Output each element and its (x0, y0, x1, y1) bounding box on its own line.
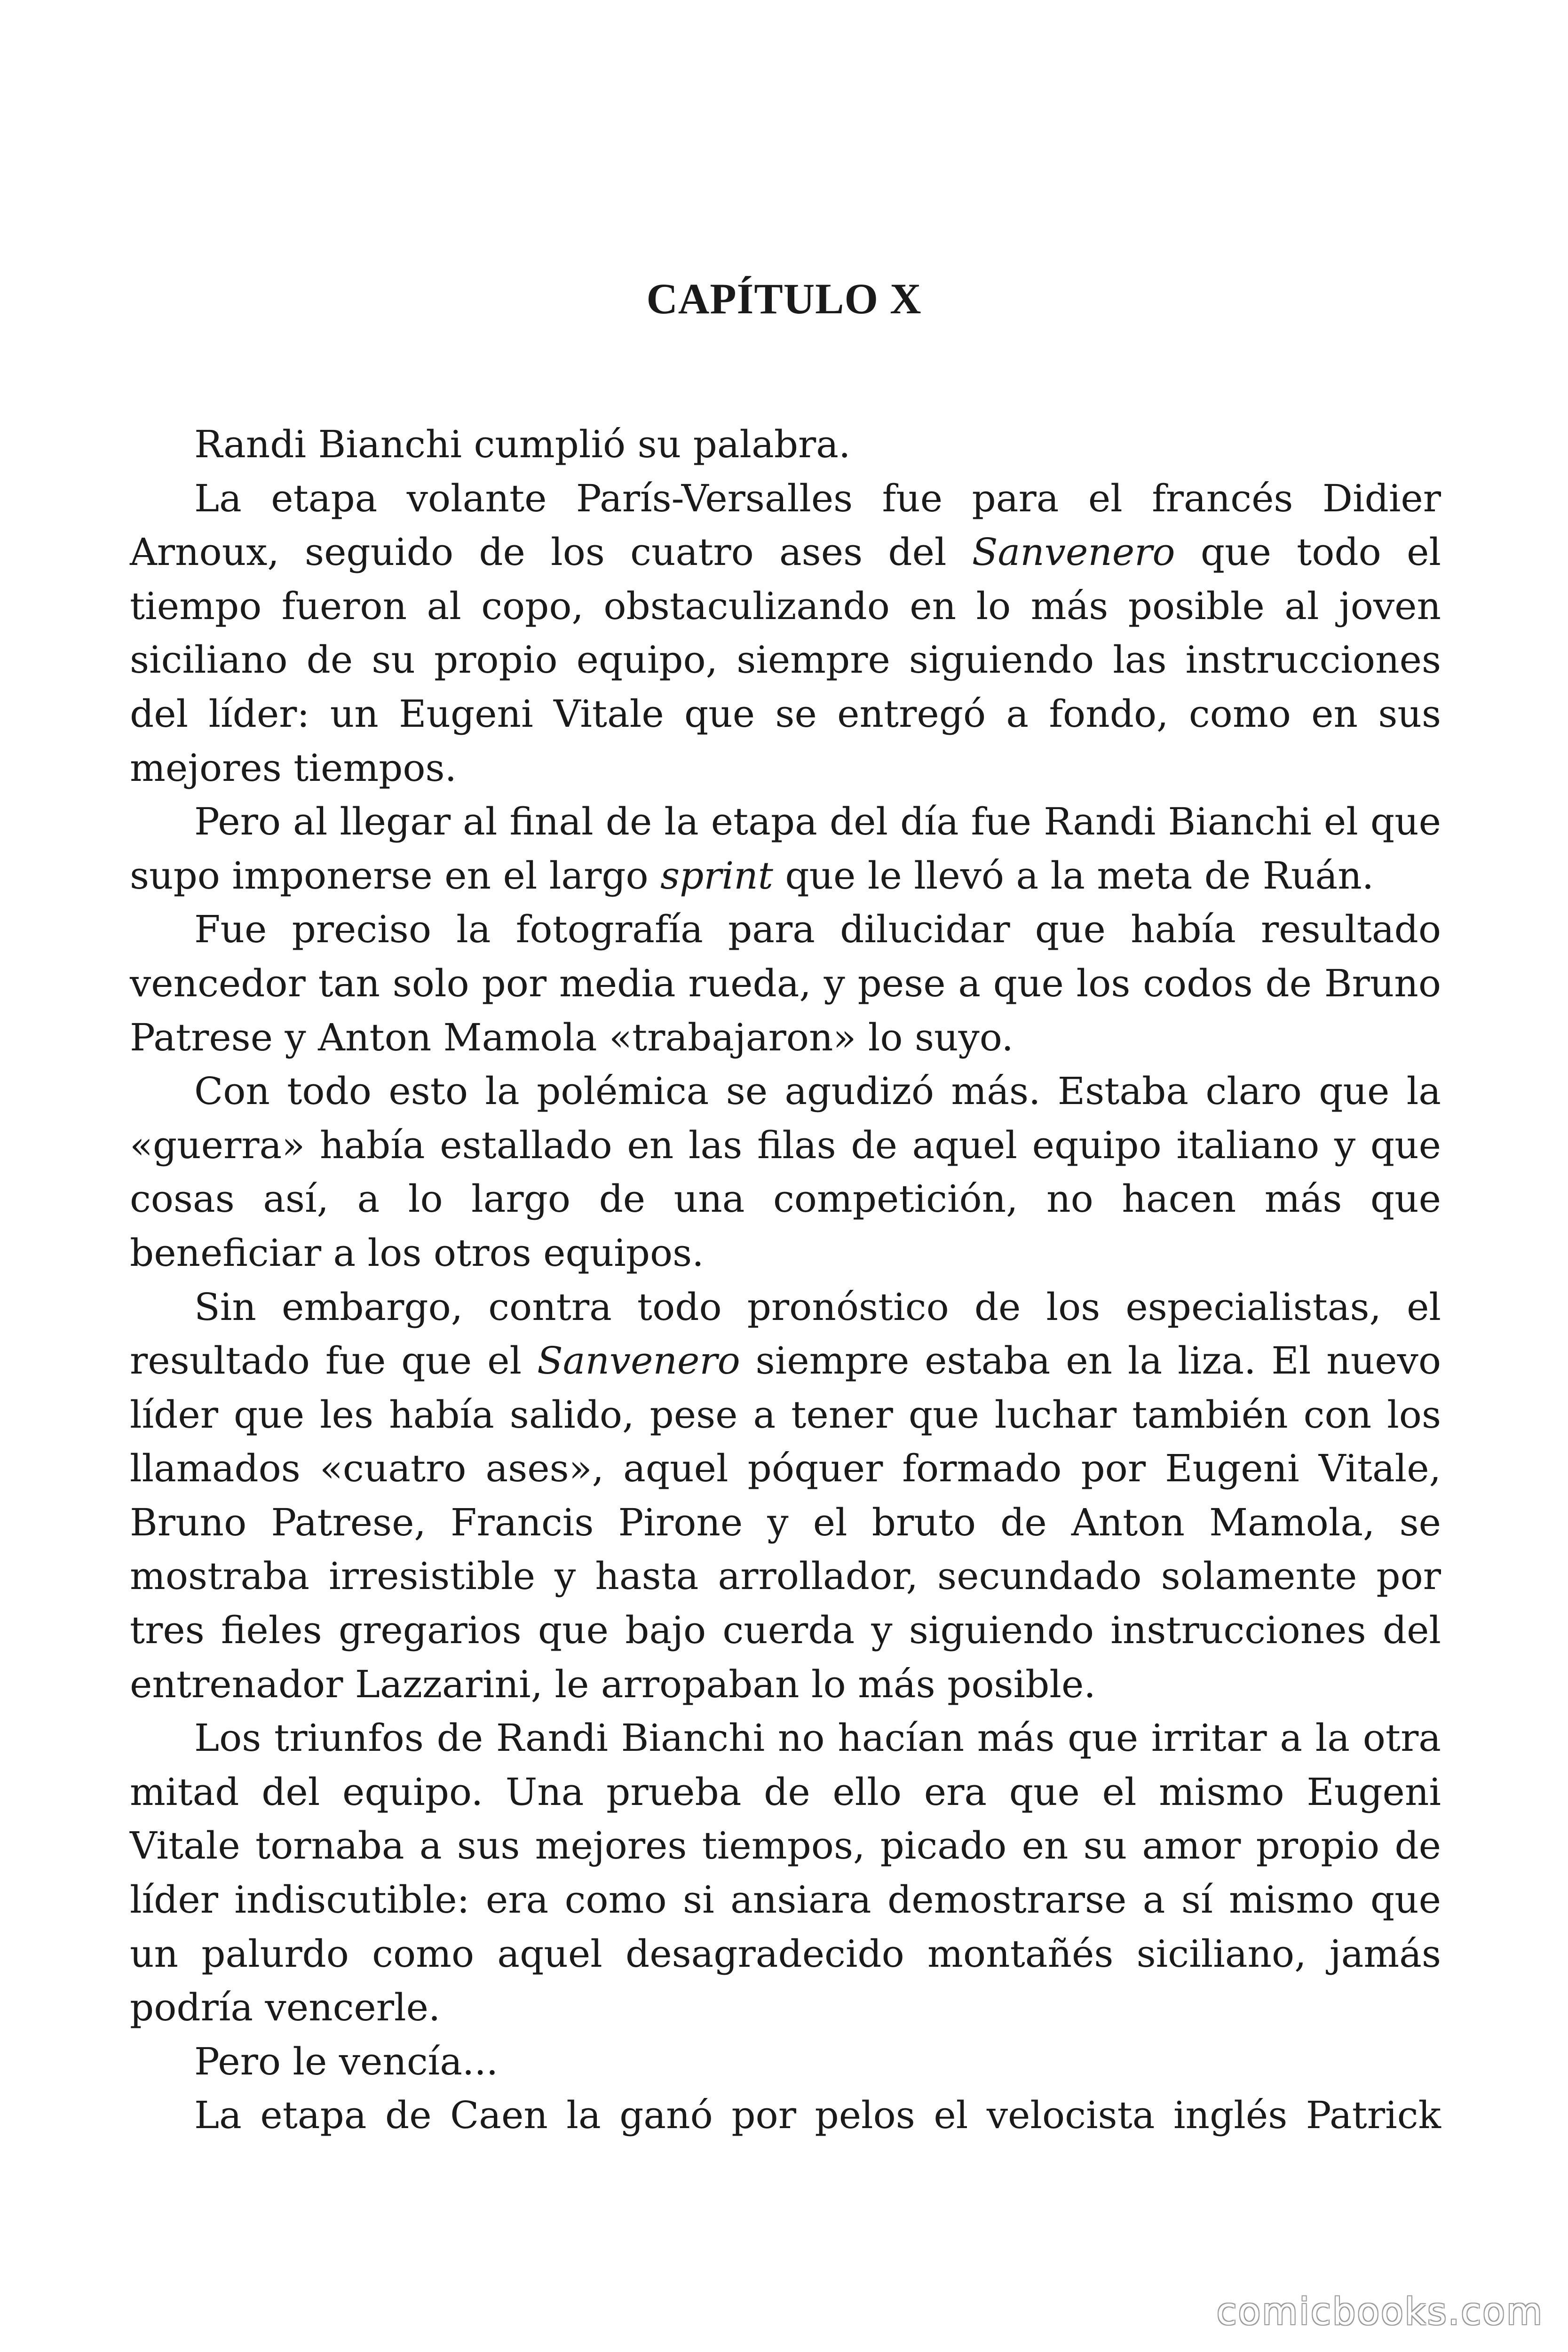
chapter-title: CAPÍTULO X (646, 275, 922, 323)
paragraph-text: La etapa volante París-Versalles fue para el francés Didier Arnoux, seguido de los cuatro ases del (130, 476, 1441, 574)
paragraph-text: Los triunfos de Randi Bianchi no hacían más que irritar a la otra mitad del equipo. Una prueba de ello era que el mismo Eugeni Vitale tornaba a sus mejores tiempos, picado en su amor propio de líder indiscutible: era como si ansiara demostrarse a sí mismo que un palurdo como aquel desagradecido montañés siciliano, jamás podría vencerle. (130, 1716, 1441, 2030)
watermark-logo: comicbooks.com (1216, 2291, 1544, 2333)
paragraph (130, 2035, 1441, 2089)
paragraph-text: Fue preciso la fotografía para dilucidar que había resultado vencedor tan solo por media rueda, y pese a que los codos de Bruno Patrese y Anton Mamola «trabajaron» lo suyo. (130, 907, 1441, 1059)
paragraph-text: Pero al llegar al final de la etapa del día fue Randi Bianchi el que supo imponerse en el largo (130, 800, 1441, 898)
italic-text: sprint (660, 853, 773, 898)
paragraph (130, 1280, 1441, 1712)
paragraph-text: que le llevó a la meta de Ruán. (773, 853, 1374, 898)
paragraph (130, 795, 1441, 903)
paragraph-text: siempre estaba en la liza. El nuevo líder que les había salido, pese a tener que luchar también con los llamados «cuatro ases», aquel póquer formado por Eugeni Vitale, Bruno Patrese, Francis Pirone y el bruto de Anton Mamola, se mostraba irresistible y hasta arrollador, secundado solamente por tres fieles gregarios que bajo cuerda y siguiendo instrucciones del entrenador Lazzarini, le arropaban lo más posible. (130, 1339, 1441, 1706)
italic-text: Sanvenero (972, 530, 1175, 574)
paragraph-text: que todo el tiempo fueron al copo, obstaculizando en lo más posible al joven siciliano de su propio equipo, siempre siguiendo las instrucciones del líder: un Eugeni Vitale que se entregó a fondo, como en sus mejores tiempos. (130, 530, 1441, 790)
paragraph (130, 2089, 1441, 2143)
italic-text: Sanvenero (537, 1339, 740, 1383)
paragraph (130, 903, 1441, 1065)
paragraph-text: Randi Bianchi cumplió su palabra. (194, 422, 851, 466)
paragraph-text: Con todo esto la polémica se agudizó más. Estaba claro que la «guerra» había estallado en las filas de aquel equipo italiano y que cosas así, a lo largo de una competición, no hacen más que beneficiar a los otros equipos. (130, 1069, 1441, 1275)
paragraph-text: Pero le vencía... (194, 2039, 499, 2083)
paragraph-text: La etapa de Caen la ganó por pelos el velocista inglés Patrick (194, 2093, 1441, 2137)
paragraph (130, 472, 1441, 795)
paragraph (130, 418, 1441, 472)
paragraph-text: Sin embargo, contra todo pronóstico de los especialistas, el resultado fue que el (130, 1285, 1441, 1383)
paragraph (130, 1065, 1441, 1280)
body-text (130, 418, 1441, 2143)
paragraph (130, 1711, 1441, 2035)
